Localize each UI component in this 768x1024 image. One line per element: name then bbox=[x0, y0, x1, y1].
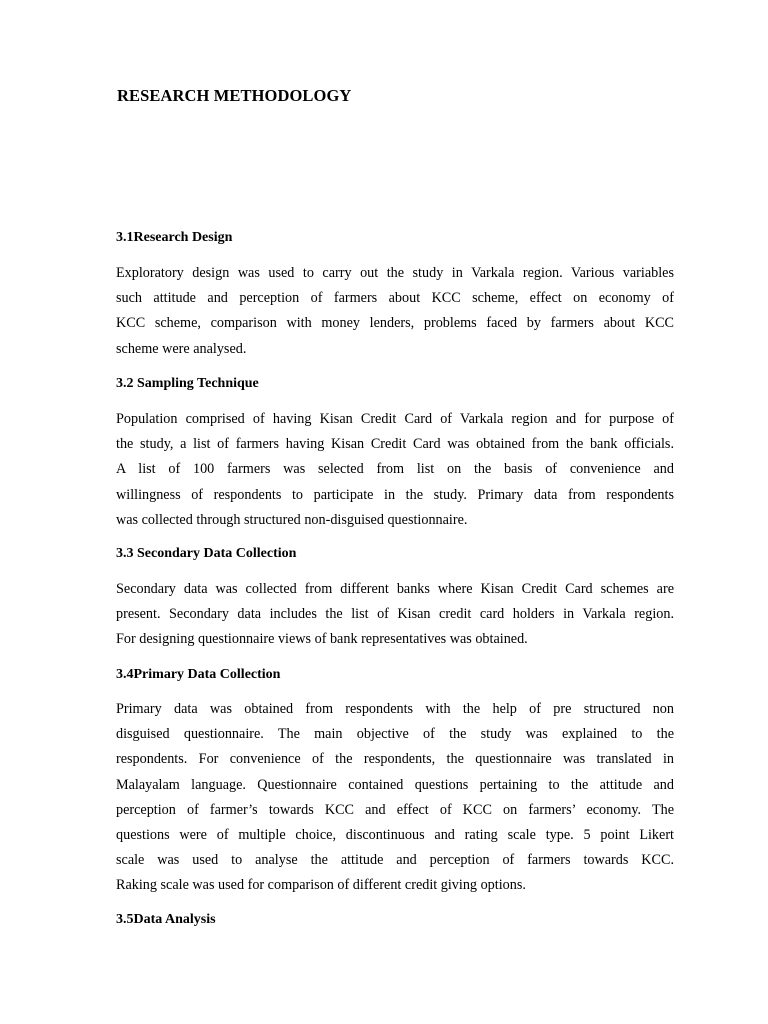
text-line: was collected through structured non-disguised questionnaire. bbox=[116, 511, 468, 528]
page-title: RESEARCH METHODOLOGY bbox=[117, 86, 352, 105]
text-line: questions were of multiple choice, discontinuous and rating scale type. 5 point Likert bbox=[116, 826, 674, 843]
text-line: KCC scheme, comparison with money lenders, problems faced by farmers about KCC bbox=[116, 315, 674, 332]
text-line: perception of farmer’s towards KCC and effect of KCC on farmers’ economy. The bbox=[116, 801, 674, 818]
text-line: Malayalam language. Questionnaire contained questions pertaining to the attitude and bbox=[116, 776, 674, 793]
paragraph-secondary-data bbox=[116, 577, 674, 653]
text-line: Exploratory design was used to carry out the study in Varkala region. Various variables bbox=[116, 265, 674, 281]
text-line: present. Secondary data includes the list of Kisan credit card holders in Varkala region. bbox=[116, 606, 674, 623]
section-heading-primary-data: 3.4Primary Data Collection bbox=[116, 667, 281, 682]
section-heading-data-analysis: 3.5Data Analysis bbox=[116, 912, 216, 927]
text-line: Raking scale was used for comparison of different credit giving options. bbox=[116, 877, 526, 894]
text-line: disguised questionnaire. The main objective of the study was explained to the bbox=[116, 726, 674, 743]
text-line: respondents. For convenience of the respondents, the questionnaire was translated in bbox=[116, 751, 674, 768]
text-line: scheme were analysed. bbox=[116, 340, 247, 357]
paragraph-sampling-technique bbox=[116, 407, 674, 533]
text-line: A list of 100 farmers was selected from list on the basis of convenience and bbox=[116, 461, 674, 478]
section-heading-sampling-technique: 3.2 Sampling Technique bbox=[116, 376, 259, 391]
text-line: Primary data was obtained from respondents with the help of pre structured non bbox=[116, 701, 674, 717]
paragraph-primary-data bbox=[116, 697, 674, 899]
text-line: the study, a list of farmers having Kisan Credit Card was obtained from the bank officials. bbox=[116, 436, 674, 453]
text-line: such attitude and perception of farmers about KCC scheme, effect on economy of bbox=[116, 290, 674, 307]
paragraph-research-design bbox=[116, 261, 674, 362]
text-line: willingness of respondents to participate in the study. Primary data from respondents bbox=[116, 486, 674, 503]
text-line: Secondary data was collected from different banks where Kisan Credit Card schemes are bbox=[116, 581, 674, 597]
text-line: Population comprised of having Kisan Credit Card of Varkala region and for purpose of bbox=[116, 411, 674, 427]
text-line: For designing questionnaire views of bank representatives was obtained. bbox=[116, 631, 528, 648]
section-heading-secondary-data: 3.3 Secondary Data Collection bbox=[116, 546, 297, 561]
section-heading-research-design: 3.1Research Design bbox=[116, 230, 233, 245]
text-line: scale was used to analyse the attitude and perception of farmers towards KCC. bbox=[116, 852, 674, 869]
